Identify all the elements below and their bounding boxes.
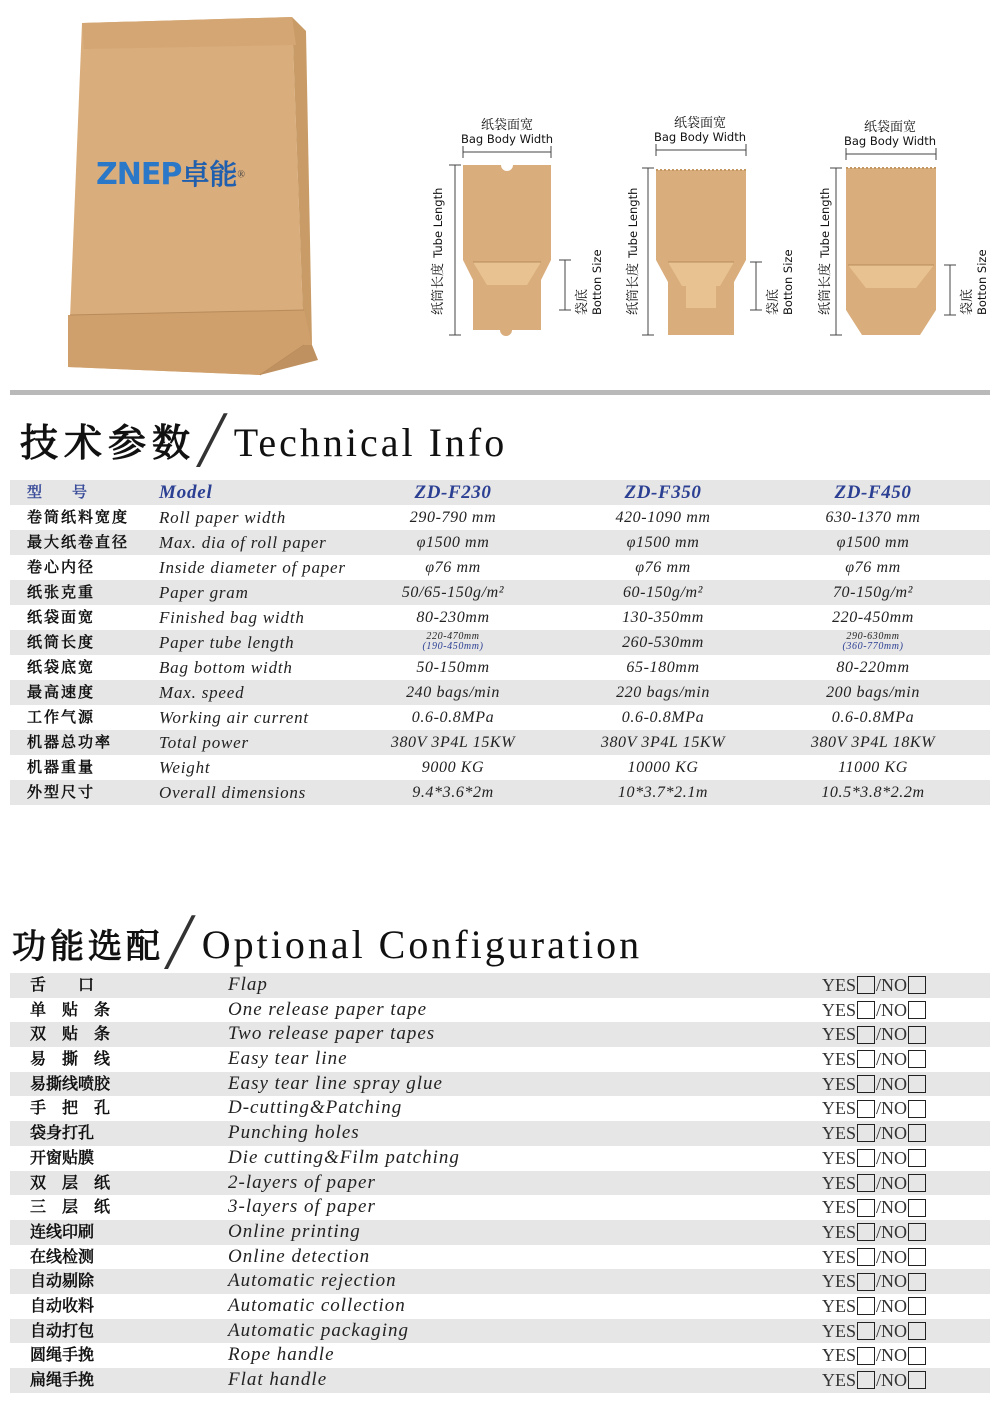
diagram-bottom-cn: 袋底 <box>960 288 975 315</box>
yes-label: YES <box>822 1345 857 1366</box>
option-label-en: D-cutting&Patching <box>228 1097 403 1119</box>
no-label: /NO <box>876 1295 908 1316</box>
cell-value: 65-180mm <box>626 659 700 676</box>
cell-value: 11000 KG <box>838 759 908 776</box>
no-label: /NO <box>876 1172 908 1193</box>
row-label-en: Bag bottom width <box>159 658 293 677</box>
yes-checkbox[interactable] <box>857 1297 875 1315</box>
no-label: /NO <box>876 1098 908 1119</box>
yes-no-choice <box>822 1047 982 1072</box>
table-row <box>10 505 990 530</box>
option-label-en: One release paper tape <box>228 998 428 1020</box>
yes-checkbox[interactable] <box>857 1223 875 1241</box>
yes-checkbox[interactable] <box>857 1322 875 1340</box>
option-label-en: Rope handle <box>228 1344 335 1366</box>
option-label-cn: 易 撕 线 <box>30 1049 111 1069</box>
diagram-length-cn: 纸筒长度 <box>626 262 641 315</box>
yes-label: YES <box>822 1098 857 1119</box>
diagram-tapered-bag <box>800 110 990 340</box>
yes-no-choice <box>822 1220 982 1245</box>
table-header-row <box>10 480 990 505</box>
no-checkbox[interactable] <box>908 1273 926 1291</box>
header-model-2: ZD-F350 <box>624 482 702 503</box>
header-model-cn: 型 号 <box>27 483 88 501</box>
row-label-cn: 最高速度 <box>27 683 96 701</box>
no-label: /NO <box>876 999 908 1020</box>
yes-checkbox[interactable] <box>857 1050 875 1068</box>
option-row <box>10 1220 990 1245</box>
table-row <box>10 630 990 655</box>
logo-latin: ZNEP <box>96 157 182 192</box>
yes-checkbox[interactable] <box>857 1174 875 1192</box>
option-label-cn: 自动收料 <box>30 1295 95 1315</box>
yes-checkbox[interactable] <box>857 1371 875 1389</box>
yes-no-choice <box>822 1368 982 1393</box>
no-checkbox[interactable] <box>908 1001 926 1019</box>
optional-title-en: Optional Configuration <box>201 922 643 967</box>
table-row <box>10 605 990 630</box>
cell-value-main: 220-470mm <box>426 631 480 642</box>
cell-value: φ1500 mm <box>836 534 910 551</box>
row-label-en: Working air current <box>159 708 309 727</box>
no-checkbox[interactable] <box>908 1075 926 1093</box>
option-label-cn: 自动打包 <box>30 1320 95 1340</box>
option-row <box>10 1121 990 1146</box>
cell-value: 80-230mm <box>416 609 490 626</box>
diagram-flap-bag <box>415 110 605 340</box>
cell-value: 380V 3P4L 15KW <box>600 734 726 751</box>
option-label-en: 2-layers of paper <box>228 1171 376 1193</box>
brand-logo <box>96 153 245 193</box>
cell-value: 420-1090 mm <box>615 509 711 526</box>
cell-value: 0.6-0.8MPa <box>621 709 705 726</box>
yes-no-choice <box>822 1294 982 1319</box>
technical-section-title <box>20 412 507 467</box>
option-label-cn: 三 层 纸 <box>30 1197 111 1217</box>
diagram-width-cn: 纸袋面宽 <box>673 116 726 131</box>
header-model-en: Model <box>159 482 213 503</box>
yes-no-choice <box>822 1343 982 1368</box>
no-label: /NO <box>876 1221 908 1242</box>
cell-value: 50/65-150g/m² <box>401 584 505 601</box>
optional-section-title <box>12 915 642 969</box>
row-label-cn: 最大纸卷直径 <box>27 533 130 551</box>
option-row <box>10 1343 990 1368</box>
option-row <box>10 1072 990 1097</box>
title-slash: ╱ <box>198 415 226 466</box>
row-label-cn: 机器总功率 <box>27 733 113 751</box>
row-label-cn: 机器重量 <box>27 758 96 776</box>
diagram-length-label <box>622 188 641 315</box>
yes-checkbox[interactable] <box>857 1001 875 1019</box>
yes-checkbox[interactable] <box>857 1100 875 1118</box>
yes-label: YES <box>822 999 857 1020</box>
diagram-width-cn: 纸袋面宽 <box>480 118 533 133</box>
diagram-width-en: Bag Body Width <box>844 134 936 148</box>
no-checkbox[interactable] <box>908 1199 926 1217</box>
yes-checkbox[interactable] <box>857 1248 875 1266</box>
yes-label: YES <box>822 975 857 995</box>
logo-cn: 卓能 <box>181 158 238 191</box>
option-label-cn: 易撕线喷胶 <box>30 1073 111 1093</box>
yes-checkbox[interactable] <box>857 1199 875 1217</box>
yes-no-choice <box>822 1022 982 1047</box>
diagram-width-en: Bag Body Width <box>654 130 746 144</box>
row-label-en: Max. dia of roll paper <box>159 533 327 552</box>
no-label: /NO <box>876 1197 908 1218</box>
row-label-en: Roll paper width <box>159 508 287 527</box>
option-row <box>10 973 990 998</box>
no-checkbox[interactable] <box>908 1100 926 1118</box>
yes-label: YES <box>822 1147 857 1168</box>
option-row <box>10 1269 990 1294</box>
option-row <box>10 1047 990 1072</box>
kraft-bag-image <box>60 15 320 385</box>
optional-title-cn: 功能选配 <box>12 927 164 967</box>
cell-value: φ1500 mm <box>416 534 490 551</box>
option-label-en: Automatic collection <box>228 1294 406 1316</box>
row-label-en: Finished bag width <box>159 608 305 627</box>
technical-title-cn: 技术参数 <box>20 420 197 465</box>
no-label: /NO <box>876 975 908 995</box>
yes-checkbox[interactable] <box>857 1273 875 1291</box>
option-label-cn: 连线印刷 <box>30 1221 95 1241</box>
cell-value: 290-790 mm <box>409 509 497 526</box>
diagram-length-en: Tube Length <box>431 187 445 258</box>
no-checkbox[interactable] <box>908 1322 926 1340</box>
row-label-en: Paper gram <box>159 583 249 602</box>
diagram-bottom-en: Botton Size <box>975 249 989 315</box>
yes-no-choice <box>822 973 982 998</box>
cell-value: 220-450mm <box>832 609 914 626</box>
cell-value: 380V 3P4L 18KW <box>810 734 936 751</box>
no-checkbox[interactable] <box>908 1297 926 1315</box>
row-label-cn: 纸袋面宽 <box>27 608 96 626</box>
yes-checkbox[interactable] <box>857 976 875 994</box>
table-row <box>10 680 990 705</box>
option-row <box>10 1319 990 1344</box>
divider <box>10 390 990 395</box>
cell-value-split <box>348 630 558 655</box>
yes-no-choice <box>822 1146 982 1171</box>
no-label: /NO <box>876 1024 908 1045</box>
option-label-en: Automatic packaging <box>228 1319 409 1341</box>
cell-value: 220 bags/min <box>616 684 710 701</box>
option-row <box>10 1096 990 1121</box>
diagram-length-label <box>814 188 833 315</box>
cell-value: 50-150mm <box>416 659 490 676</box>
option-row <box>10 1171 990 1196</box>
row-label-cn: 卷心内径 <box>27 558 96 576</box>
diagram-bottom-label <box>571 249 604 315</box>
option-label-cn: 自动剔除 <box>30 1271 95 1291</box>
yes-checkbox[interactable] <box>857 1124 875 1142</box>
yes-no-choice <box>822 1096 982 1121</box>
no-label: /NO <box>876 1345 908 1366</box>
cell-value: 240 bags/min <box>406 684 500 701</box>
table-row <box>10 755 990 780</box>
no-label: /NO <box>876 1271 908 1292</box>
option-row <box>10 1022 990 1047</box>
cell-value: 70-150g/m² <box>832 584 914 601</box>
option-label-en: Two release paper tapes <box>228 1023 436 1045</box>
row-label-cn: 纸筒长度 <box>27 633 96 651</box>
yes-no-choice <box>822 1171 982 1196</box>
option-row <box>10 1195 990 1220</box>
row-label-cn: 纸袋底宽 <box>27 658 96 676</box>
yes-no-choice <box>822 1269 982 1294</box>
table-row <box>10 705 990 730</box>
no-label: /NO <box>876 1246 908 1267</box>
option-row <box>10 1368 990 1393</box>
cell-value: 10000 KG <box>627 759 699 776</box>
yes-label: YES <box>822 1049 857 1070</box>
technical-table <box>10 480 990 805</box>
title-slash: ╱ <box>166 917 194 968</box>
yes-label: YES <box>822 1246 857 1267</box>
no-checkbox[interactable] <box>908 1026 926 1044</box>
row-label-en: Weight <box>159 758 211 777</box>
yes-no-choice <box>822 1121 982 1146</box>
row-label-en: Max. speed <box>159 683 245 702</box>
row-label-en: Inside diameter of paper <box>159 558 346 577</box>
no-label: /NO <box>876 1320 908 1341</box>
option-label-cn: 双 层 纸 <box>30 1172 111 1192</box>
cell-value: 380V 3P4L 15KW <box>390 734 516 751</box>
cell-value-alt: (190-450mm) <box>422 641 484 652</box>
yes-label: YES <box>822 1221 857 1242</box>
diagram-bottom-cn: 袋底 <box>575 288 590 315</box>
diagram-bottom-en: Botton Size <box>590 249 604 315</box>
row-label-cn: 工作气源 <box>27 708 96 726</box>
option-label-en: Online detection <box>228 1245 371 1267</box>
no-checkbox[interactable] <box>908 1248 926 1266</box>
yes-label: YES <box>822 1370 857 1390</box>
table-row <box>10 530 990 555</box>
option-label-en: Punching holes <box>228 1122 360 1144</box>
option-label-cn: 手 把 孔 <box>30 1098 111 1118</box>
table-row <box>10 655 990 680</box>
diagram-dcut-bag <box>610 110 800 340</box>
option-label-en: Automatic rejection <box>228 1270 397 1292</box>
no-label: /NO <box>876 1073 908 1094</box>
row-label-cn: 纸张克重 <box>27 583 96 601</box>
option-row <box>10 1294 990 1319</box>
yes-label: YES <box>822 1123 857 1144</box>
diagram-length-en: Tube Length <box>626 187 640 258</box>
cell-value: 0.6-0.8MPa <box>831 709 915 726</box>
option-label-cn: 单 贴 条 <box>30 999 111 1019</box>
optional-table <box>10 973 990 1393</box>
cell-value: 80-220mm <box>836 659 910 676</box>
diagram-length-label <box>427 188 446 315</box>
registered-mark: ® <box>237 169 245 181</box>
yes-label: YES <box>822 1073 857 1094</box>
cell-value: 200 bags/min <box>826 684 920 701</box>
option-label-en: Flap <box>228 974 268 995</box>
yes-no-choice <box>822 1245 982 1270</box>
cell-value: 9.4*3.6*2m <box>412 784 494 801</box>
diagram-bottom-label <box>956 249 989 315</box>
diagram-length-cn: 纸筒长度 <box>431 262 446 315</box>
no-checkbox[interactable] <box>908 1124 926 1142</box>
cell-value: 10*3.7*2.1m <box>617 784 709 801</box>
option-label-cn: 开窗贴膜 <box>30 1147 95 1167</box>
table-row <box>10 580 990 605</box>
option-label-cn: 在线检测 <box>30 1246 95 1266</box>
no-label: /NO <box>876 1123 908 1144</box>
row-label-cn: 外型尺寸 <box>27 783 96 801</box>
table-row <box>10 780 990 805</box>
yes-checkbox[interactable] <box>857 1347 875 1365</box>
diagram-width-cn: 纸袋面宽 <box>863 120 916 135</box>
row-label-en: Total power <box>159 733 249 752</box>
cell-value: φ1500 mm <box>626 534 700 551</box>
cell-value: 60-150g/m² <box>622 584 704 601</box>
option-label-en: Easy tear line <box>228 1048 348 1070</box>
diagram-width-en: Bag Body Width <box>461 132 553 146</box>
yes-checkbox[interactable] <box>857 1149 875 1167</box>
option-label-cn: 舌 口 <box>30 975 95 994</box>
yes-label: YES <box>822 1024 857 1045</box>
diagram-length-en: Tube Length <box>818 187 832 258</box>
option-label-cn: 扁绳手挽 <box>30 1370 95 1389</box>
option-row <box>10 998 990 1023</box>
option-row <box>10 1245 990 1270</box>
no-checkbox[interactable] <box>908 1050 926 1068</box>
diagram-length-cn: 纸筒长度 <box>818 262 833 315</box>
yes-no-choice <box>822 998 982 1023</box>
no-checkbox[interactable] <box>908 1149 926 1167</box>
cell-value: 260-530mm <box>622 634 704 651</box>
cell-value-alt: (360-770mm) <box>842 641 904 652</box>
cell-value: 630-1370 mm <box>825 509 921 526</box>
no-label: /NO <box>876 1147 908 1168</box>
yes-label: YES <box>822 1320 857 1341</box>
option-label-cn: 双 贴 条 <box>30 1024 111 1044</box>
yes-label: YES <box>822 1172 857 1193</box>
yes-no-choice <box>822 1072 982 1097</box>
cell-value: 10.5*3.8*2.2m <box>821 784 925 801</box>
option-label-en: Die cutting&Film patching <box>228 1146 460 1168</box>
cell-value: φ76 mm <box>845 559 901 576</box>
option-label-en: Online printing <box>228 1220 361 1242</box>
no-checkbox[interactable] <box>908 1347 926 1365</box>
yes-label: YES <box>822 1295 857 1316</box>
no-label: /NO <box>876 1049 908 1070</box>
cell-value-main: 290-630mm <box>846 631 900 642</box>
cell-value: 0.6-0.8MPa <box>411 709 495 726</box>
option-label-en: 3-layers of paper <box>228 1196 376 1218</box>
no-label: /NO <box>876 1370 908 1390</box>
option-label-cn: 袋身打孔 <box>30 1123 95 1143</box>
yes-checkbox[interactable] <box>857 1026 875 1044</box>
diagram-bottom-cn: 袋底 <box>766 288 781 315</box>
cell-value-split <box>768 630 978 655</box>
option-label-cn: 圆绳手挽 <box>30 1345 95 1365</box>
no-checkbox[interactable] <box>908 1371 926 1389</box>
header-model-1: ZD-F230 <box>414 482 492 503</box>
cell-value: φ76 mm <box>425 559 481 576</box>
no-checkbox[interactable] <box>908 1174 926 1192</box>
yes-label: YES <box>822 1271 857 1292</box>
option-label-en: Flat handle <box>228 1369 328 1390</box>
cell-value: φ76 mm <box>635 559 691 576</box>
option-label-en: Easy tear line spray glue <box>228 1072 443 1094</box>
header-model-3: ZD-F450 <box>834 482 912 503</box>
yes-label: YES <box>822 1197 857 1218</box>
row-label-en: Paper tube length <box>159 633 295 652</box>
row-label-en: Overall dimensions <box>159 783 307 802</box>
technical-title-en: Technical Info <box>233 420 508 465</box>
yes-checkbox[interactable] <box>857 1075 875 1093</box>
no-checkbox[interactable] <box>908 1223 926 1241</box>
diagram-bottom-en: Botton Size <box>781 249 795 315</box>
table-row <box>10 730 990 755</box>
option-row <box>10 1146 990 1171</box>
yes-no-choice <box>822 1319 982 1344</box>
cell-value: 9000 KG <box>421 759 485 776</box>
no-checkbox[interactable] <box>908 976 926 994</box>
table-row <box>10 555 990 580</box>
yes-no-choice <box>822 1195 982 1220</box>
diagram-bottom-label <box>762 249 795 315</box>
row-label-cn: 卷筒纸料宽度 <box>27 508 130 526</box>
cell-value: 130-350mm <box>622 609 704 626</box>
